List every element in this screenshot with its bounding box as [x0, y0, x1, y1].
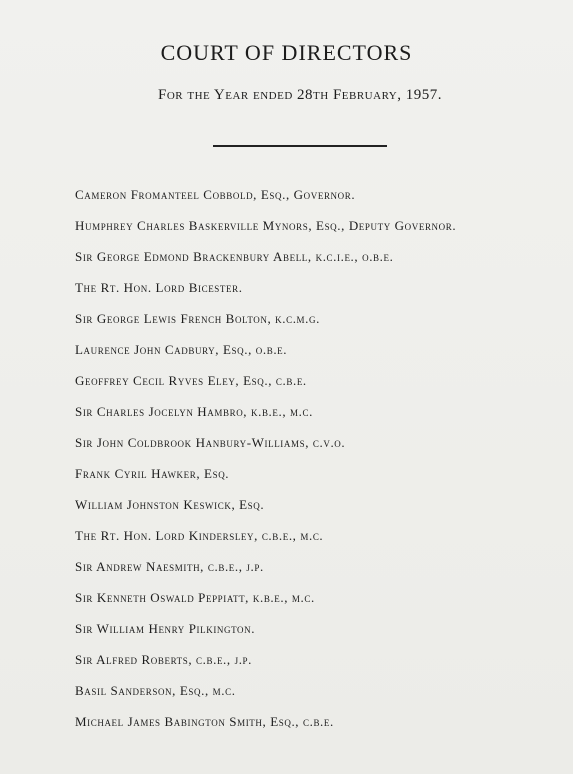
- director-entry: Frank Cyril Hawker, Esq.: [75, 466, 230, 481]
- director-entry: Humphrey Charles Baskerville Mynors, Esq., Deputy Governor.: [75, 218, 457, 233]
- director-entry: Sir John Coldbrook Hanbury-Williams, c.v.o.: [75, 435, 346, 450]
- director-entry: Geoffrey Cecil Ryves Eley, Esq., c.b.e.: [75, 373, 307, 388]
- director-entry: Cameron Fromanteel Cobbold, Esq., Governor.: [75, 187, 356, 202]
- director-entry: Sir Alfred Roberts, c.b.e., j.p.: [75, 652, 253, 667]
- page-title: COURT OF DIRECTORS: [160, 40, 413, 65]
- director-entry: Laurence John Cadbury, Esq., o.b.e.: [75, 342, 288, 357]
- director-entry: Sir Charles Jocelyn Hambro, k.b.e., m.c.: [75, 404, 313, 419]
- director-entry: Sir Andrew Naesmith, c.b.e., j.p.: [75, 559, 264, 574]
- director-entry: Sir George Edmond Brackenbury Abell, k.c.i.e., o.b.e.: [75, 249, 394, 264]
- director-entry: Sir Kenneth Oswald Peppiatt, k.b.e., m.c.: [75, 590, 315, 605]
- director-entry: The Rt. Hon. Lord Kindersley, c.b.e., m.c.: [75, 528, 324, 543]
- director-entry: Basil Sanderson, Esq., m.c.: [75, 683, 236, 698]
- director-entry: Sir George Lewis French Bolton, k.c.m.g.: [75, 311, 320, 326]
- director-entry: William Johnston Keswick, Esq.: [75, 497, 265, 512]
- director-entry: Sir William Henry Pilkington.: [75, 621, 256, 636]
- directors-list: [75, 185, 456, 743]
- director-entry: Michael James Babington Smith, Esq., c.b.e.: [75, 714, 334, 729]
- page-subtitle: For the Year ended 28th February, 1957.: [157, 87, 442, 103]
- divider-rule: [213, 145, 387, 147]
- director-entry: The Rt. Hon. Lord Bicester.: [75, 280, 243, 295]
